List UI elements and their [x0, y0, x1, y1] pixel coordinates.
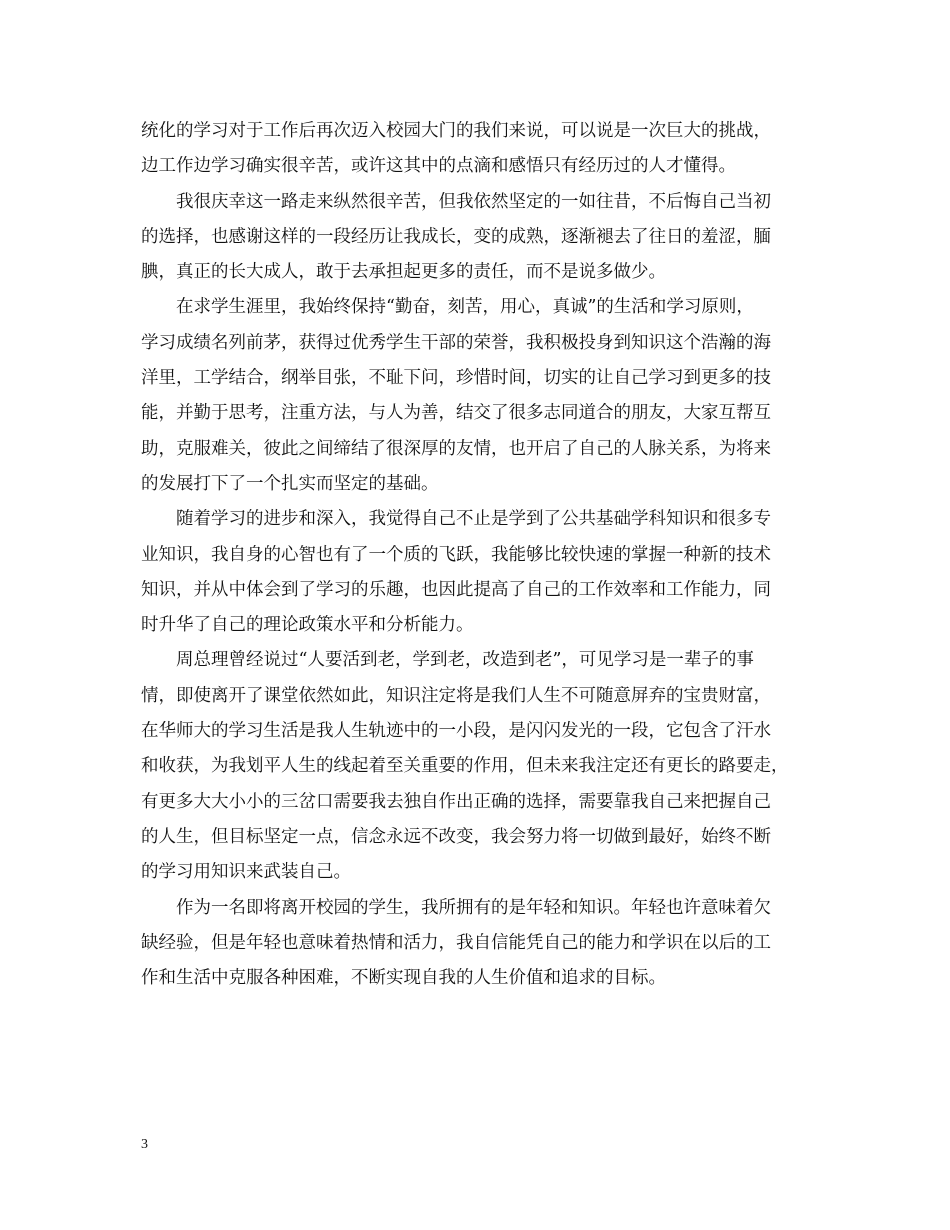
text-line: 周总理曾经说过“人要活到老，学到老，改造到老”，可见学习是一辈子的事 — [176, 650, 754, 671]
text-line: 业知识，我自身的心智也有了一个质的飞跃，我能够比较快速的掌握一种新的技术 — [141, 544, 771, 565]
text-line: 和收获，为我划平人生的线起着至关重要的作用，但未来我注定还有更长的路要走， — [141, 756, 789, 777]
text-line: 的发展打下了一个扎实而坚定的基础。 — [141, 473, 439, 494]
text-line: 时升华了自己的理论政策水平和分析能力。 — [141, 615, 474, 636]
text-line: 学习成绩名列前茅，获得过优秀学生干部的荣誉，我积极投身到知识这个浩瀚的海 — [141, 332, 771, 353]
text-line: 腆，真正的长大成人，敢于去承担起更多的责任，而不是说多做少。 — [141, 262, 666, 283]
text-line: 在求学生涯里，我始终保持“勤奋，刻苦，用心，真诚”的生活和学习原则， — [176, 297, 754, 318]
text-line: 我很庆幸这一路走来纵然很辛苦，但我依然坚定的一如往昔，不后悔自己当初 — [176, 191, 771, 212]
text-line: 缺经验，但是年轻也意味着热情和活力，我自信能凭自己的能力和学识在以后的工 — [141, 932, 771, 953]
page-number: 3 — [141, 1137, 148, 1152]
text-line: 作为一名即将离开校园的学生，我所拥有的是年轻和知识。年轻也许意味着欠 — [176, 897, 771, 918]
body-text — [141, 114, 813, 996]
text-line: 随着学习的进步和深入，我觉得自己不止是学到了公共基础学科知识和很多专 — [176, 509, 771, 530]
text-line: 的学习用知识来武装自己。 — [141, 862, 351, 883]
text-line: 助，克服难关，彼此之间缔结了很深厚的友情，也开启了自己的人脉关系，为将来 — [141, 438, 771, 459]
text-line: 在华师大的学习生活是我人生轨迹中的一小段，是闪闪发光的一段，它包含了汗水 — [141, 721, 771, 742]
text-line: 有更多大大小小的三岔口需要我去独自作出正确的选择，需要靠我自己来把握自己 — [141, 791, 771, 812]
text-line: 的人生，但目标坚定一点，信念永远不改变，我会努力将一切做到最好，始终不断 — [141, 826, 771, 847]
text-line: 边工作边学习确实很辛苦，或许这其中的点滴和感悟只有经历过的人才懂得。 — [141, 156, 736, 177]
text-line: 能，并勤于思考，注重方法，与人为善，结交了很多志同道合的朋友，大家互帮互 — [141, 403, 771, 424]
text-line: 的选择，也感谢这样的一段经历让我成长，变的成熟，逐渐褪去了往日的羞涩，腼 — [141, 226, 771, 247]
text-line: 情，即使离开了课堂依然如此，知识注定将是我们人生不可随意屏弃的宝贵财富， — [141, 685, 771, 706]
text-line: 洋里，工学结合，纲举目张，不耻下问，珍惜时间，切实的让自己学习到更多的技 — [141, 368, 771, 389]
text-line: 统化的学习对于工作后再次迈入校园大门的我们来说，可以说是一次巨大的挑战， — [141, 121, 771, 141]
text-line: 知识，并从中体会到了学习的乐趣，也因此提高了自己的工作效率和工作能力，同 — [141, 579, 771, 600]
text-line: 作和生活中克服各种困难，不断实现自我的人生价值和追求的目标。 — [141, 968, 666, 989]
